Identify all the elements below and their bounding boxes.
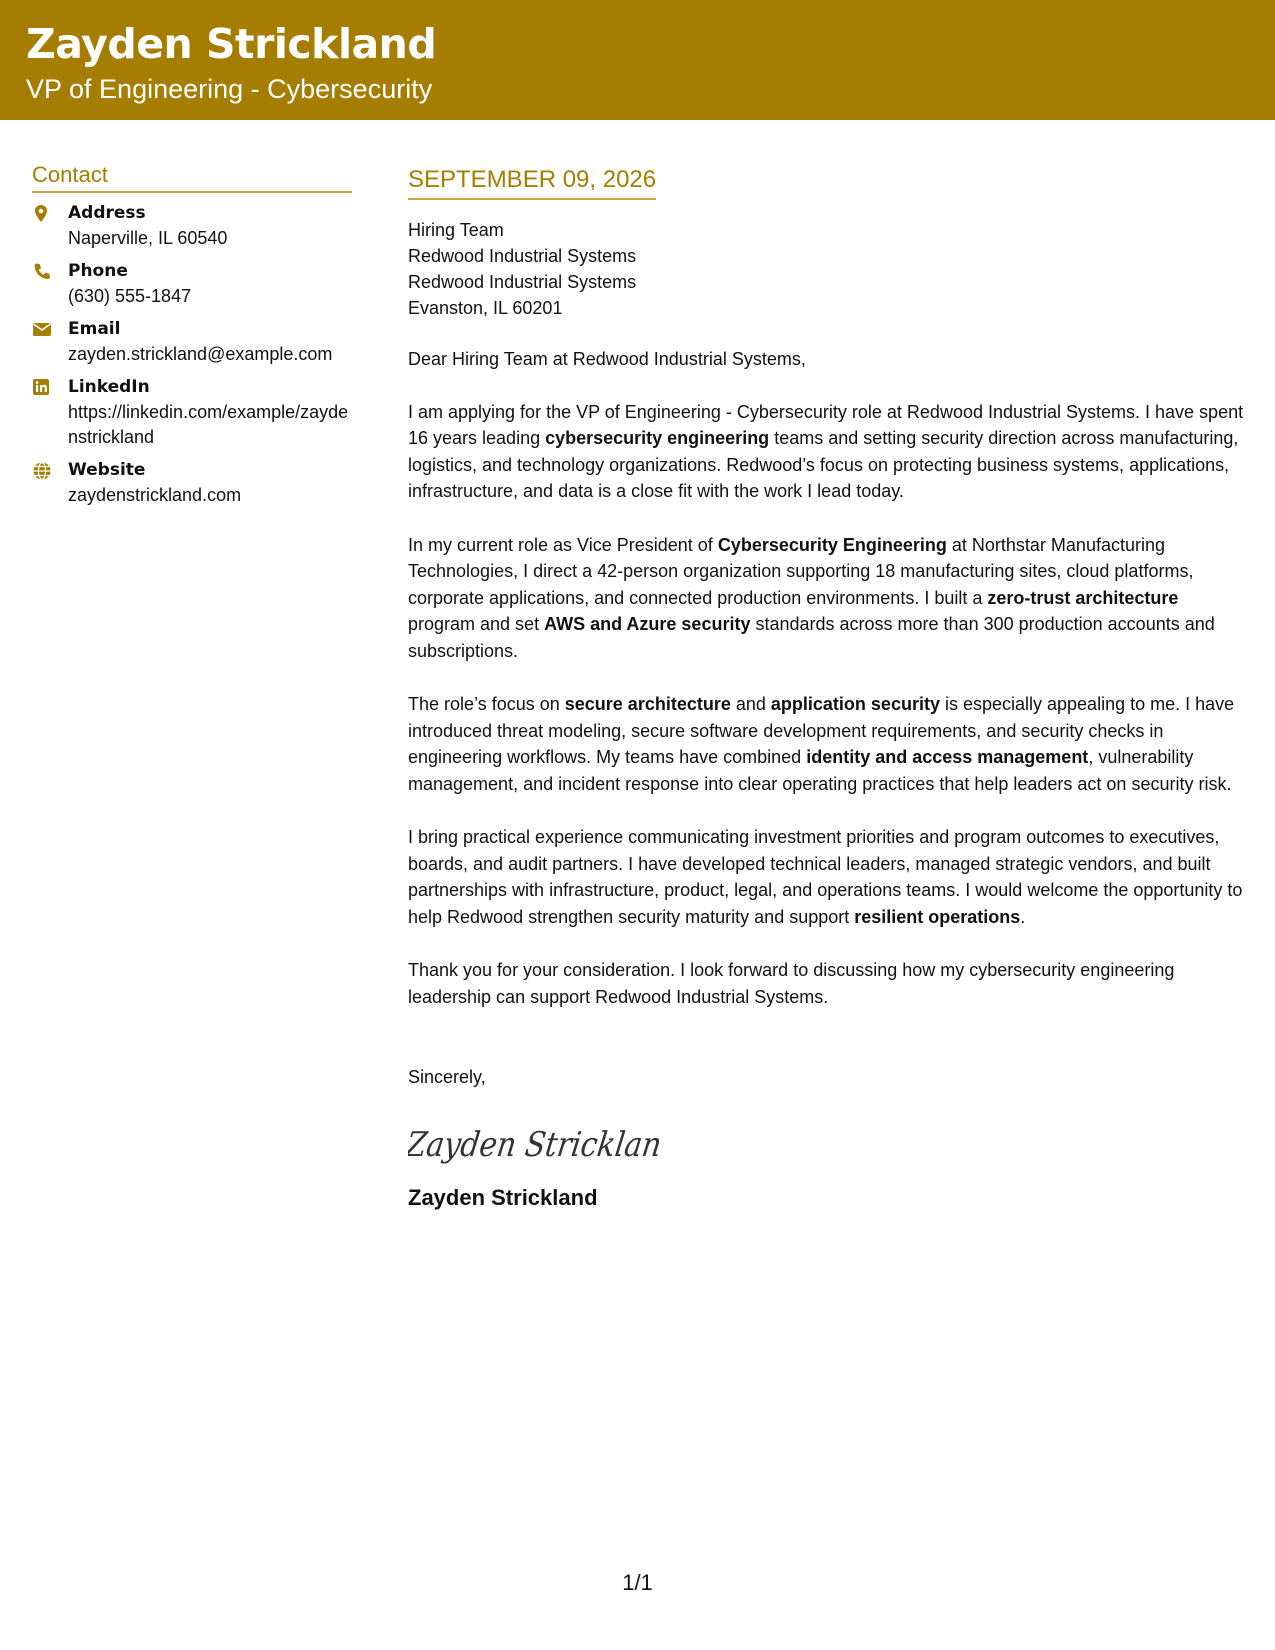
letter-paragraph: [408, 957, 1250, 1010]
applicant-title: VP of Engineering - Cybersecurity: [26, 74, 433, 104]
text-run: In my current role as Vice President of: [408, 534, 718, 555]
contact-label: Website: [68, 460, 146, 481]
text-run: program and set: [408, 614, 545, 635]
letter-body: [408, 166, 1250, 1212]
contact-item-email: [32, 317, 352, 367]
contact-label: Phone: [68, 261, 128, 282]
recipient-line: Hiring Team: [408, 219, 504, 240]
phone-icon: [32, 259, 68, 282]
contact-sidebar: [32, 162, 352, 516]
recipient-line: Evanston, IL 60201: [408, 297, 563, 318]
text-run: is especially appealing to me. I have introduced threat modeling, secure software development requirements, and security checks in engineering workflows. My teams have combined: [408, 694, 1235, 768]
text-run: .: [1020, 906, 1026, 927]
text-run: teams and setting security direction across manufacturing, logistics, and technology organizations. Redwood’s focus on protecting business systems, applications, infrastructure, and data is a close fit with the work I lead today.: [408, 428, 1239, 502]
letter-paragraph: [408, 691, 1250, 797]
text-run: standards across more than 300 production accounts and subscriptions.: [408, 614, 1215, 661]
contact-value: zayden.strickland@example.com: [68, 344, 333, 365]
bold-phrase: Cybersecurity Engineering: [717, 534, 947, 555]
text-run: , vulnerability management, and incident response into clear operating practices that help leaders act on security risk.: [408, 747, 1232, 794]
applicant-name: Zayden Strickland: [26, 20, 437, 68]
bold-phrase: resilient operations: [854, 906, 1021, 927]
text-run: I am applying for the VP of Engineering - Cybersecurity role at Redwood Industrial Systems. I have spent 16 years leading: [408, 401, 1244, 449]
linkedin-icon: [32, 375, 68, 396]
contact-item-linkedin: [32, 375, 352, 450]
recipient-line: Redwood Industrial Systems: [408, 245, 637, 266]
letter-date: SEPTEMBER 09, 2026: [408, 166, 656, 200]
text-run: and: [730, 694, 771, 715]
contact-heading: Contact: [32, 162, 352, 193]
text-run: The role’s focus on: [408, 694, 565, 715]
contact-value: (630) 555-1847: [68, 286, 192, 307]
recipient-line: Redwood Industrial Systems: [408, 271, 637, 292]
bold-phrase: secure architecture: [564, 694, 731, 715]
handwritten-signature: [408, 1118, 1250, 1170]
bold-phrase: AWS and Azure security: [544, 614, 751, 635]
contact-label: LinkedIn: [68, 377, 150, 398]
letter-paragraph: [408, 532, 1250, 665]
salutation: Dear Hiring Team at Redwood Industrial Systems,: [408, 348, 806, 369]
svg-text:Zayden Stricklan: Zayden Stricklan: [408, 1125, 678, 1166]
bold-phrase: application security: [770, 694, 940, 715]
letter-paragraph: [408, 399, 1250, 505]
contact-value: zaydenstrickland.com: [68, 485, 242, 506]
contact-item-website: [32, 458, 352, 508]
contact-label: Email: [68, 319, 121, 340]
bold-phrase: zero-trust architecture: [987, 587, 1179, 608]
globe-icon: [32, 458, 68, 481]
bold-phrase: cybersecurity engineering: [545, 428, 770, 449]
closing: Sincerely,: [408, 1067, 486, 1088]
header-banner: [0, 0, 1275, 120]
contact-item-address: [32, 201, 352, 251]
contact-label: Address: [68, 203, 146, 224]
letter-paragraphs: [408, 399, 1250, 1011]
recipient-block: [408, 217, 1250, 321]
contact-list: [32, 201, 352, 508]
page-number: 1/1: [622, 1570, 653, 1595]
map-pin-icon: [32, 201, 68, 224]
envelope-icon: [32, 317, 68, 338]
contact-item-phone: [32, 259, 352, 309]
signer-name: Zayden Strickland: [408, 1185, 598, 1211]
bold-phrase: identity and access management: [806, 747, 1089, 768]
contact-value: Naperville, IL 60540: [68, 228, 228, 249]
text-run: at Northstar Manufacturing Technologies, I direct a 42-person organization supporting 18 manufacturing sites, cloud platforms, corporate applications, and connected production environments. I built a: [408, 534, 1194, 608]
contact-value: https://linkedin.com/example/zaydenstrickland: [68, 402, 349, 448]
text-run: Thank you for your consideration. I look forward to discussing how my cybersecurity engineering leadership can support Redwood Industrial Systems.: [408, 960, 1175, 1007]
text-run: I bring practical experience communicating investment priorities and program outcomes to executives, boards, and audit partners. I have developed technical leaders, managed strategic vendors, and built partnerships with infrastructure, product, legal, and operations teams. I would welcome the opportunity to help Redwood strengthen security maturity and support: [408, 827, 1243, 927]
letter-paragraph: [408, 824, 1250, 930]
